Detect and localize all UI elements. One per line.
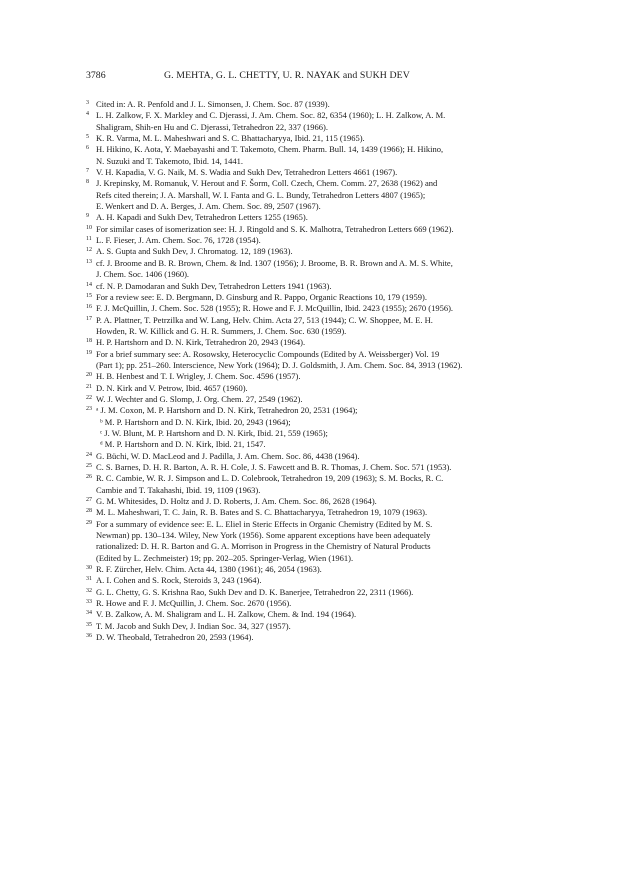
reference-item <box>86 167 556 178</box>
reference-text: P. A. Plattner, T. Petrzilka and W. Lang, Helv. Chim. Acta 27, 513 (1944); C. W. Shoppee, M. E. H. Howden, R. W. Killick and G. H. R. Summers, J. Chem. Soc. 630 (1959). <box>96 314 433 336</box>
reference-item <box>86 587 556 598</box>
reference-text: ᵃ J. M. Coxon, M. P. Hartshorn and D. N. Kirk, Tetrahedron 20, 2531 (1964); <box>96 405 358 416</box>
reference-number: 28 <box>86 508 92 515</box>
reference-item <box>86 507 556 518</box>
reference-number: 26 <box>86 474 92 481</box>
reference-item <box>86 144 556 167</box>
reference-text: For similar cases of isomerization see: H. J. Ringold and S. K. Malhotra, Tetrahedron Letters 669 (1962). <box>96 223 454 234</box>
reference-number: 30 <box>86 565 92 572</box>
reference-text: V. B. Zalkow, A. M. Shaligram and L. H. Zalkow, Chem. & Ind. 194 (1964). <box>96 609 357 620</box>
reference-item <box>86 258 556 281</box>
reference-text: L. F. Fieser, J. Am. Chem. Soc. 76, 1728 (1954). <box>96 235 261 246</box>
reference-item <box>86 178 556 212</box>
reference-item <box>86 473 556 496</box>
reference-number: 31 <box>86 576 92 583</box>
reference-item <box>86 235 556 246</box>
reference-item <box>86 303 556 314</box>
reference-item <box>86 439 556 450</box>
reference-text: R. F. Zürcher, Helv. Chim. Acta 44, 1380 (1961); 46, 2054 (1963). <box>96 564 322 575</box>
reference-number: 17 <box>86 315 92 322</box>
reference-text: Cited in: A. R. Penfold and J. L. Simonsen, J. Chem. Soc. 87 (1939). <box>96 99 330 109</box>
reference-item <box>86 110 556 133</box>
reference-text: For a review see: E. D. Bergmann, D. Ginsburg and R. Pappo, Organic Reactions 10, 179 (1959). <box>96 291 427 302</box>
reference-item <box>86 632 556 643</box>
reference-item <box>86 462 556 473</box>
reference-item <box>86 564 556 575</box>
reference-text: C. S. Barnes, D. H. R. Barton, A. R. H. Cole, J. S. Fawcett and B. R. Thomas, J. Chem. Soc. 571 (1953). <box>96 462 452 472</box>
reference-text: L. H. Zalkow, F. X. Markley and C. Djerassi, J. Am. Chem. Soc. 82, 6354 (1960); L. H. Zalkow, A. M. Shaligram, Shih-en Hu and C. Djerassi, Tetrahedron 22, 337 (1966). <box>96 110 446 132</box>
reference-item <box>86 417 556 428</box>
reference-number: 20 <box>86 372 92 379</box>
reference-number: 34 <box>86 610 92 617</box>
reference-number: 18 <box>86 338 92 345</box>
reference-text: H. Hikino, K. Aota, Y. Maebayashi and T. Takemoto, Chem. Pharm. Bull. 14, 1439 (1966); H. Hikino, N. Suzuki and T. Takemoto, Ibid. 14, 1441. <box>96 144 444 166</box>
reference-text: G. Büchi, W. D. MacLeod and J. Padilla, J. Am. Chem. Soc. 86, 4438 (1964). <box>96 450 360 461</box>
reference-item <box>86 451 556 462</box>
reference-text: D. W. Theobald, Tetrahedron 20, 2593 (1964). <box>96 632 254 643</box>
reference-item <box>86 383 556 394</box>
reference-text: D. N. Kirk and V. Petrow, Ibid. 4657 (1960). <box>96 382 248 393</box>
reference-text: ᵇ M. P. Hartshorn and D. N. Kirk, Ibid. 20, 2943 (1964); <box>100 416 291 427</box>
reference-text: J. Krepinsky, M. Romanuk, V. Herout and F. Šorm, Coll. Czech, Chem. Comm. 27, 2638 (1962) and Refs cited therein; J. A. Marshall, W. I. Fanta and G. L. Bundy, Tetrahedron Letters 4807 (1965); E. Wenkert and D. A. Berges, J. Am. Chem. Soc. 89, 2507 (1967). <box>96 178 438 212</box>
reference-number: 3 <box>86 100 89 106</box>
reference-item <box>86 133 556 144</box>
reference-number: 36 <box>86 633 92 640</box>
reference-number: 10 <box>86 224 92 231</box>
reference-item <box>86 212 556 223</box>
reference-number: 11 <box>86 236 92 243</box>
reference-item <box>86 99 556 110</box>
reference-list <box>86 99 556 644</box>
reference-text: ᵈ M. P. Hartshorn and D. N. Kirk, Ibid. 21, 1547. <box>100 439 266 450</box>
reference-item <box>86 575 556 586</box>
reference-number: 23 <box>86 406 92 413</box>
reference-text: W. J. Wechter and G. Slomp, J. Org. Chem. 27, 2549 (1962). <box>96 393 303 404</box>
reference-text: H. B. Henbest and T. I. Wrigley, J. Chem. Soc. 4596 (1957). <box>96 371 301 382</box>
reference-item <box>86 224 556 235</box>
page-header <box>86 70 556 84</box>
reference-item <box>86 315 556 338</box>
reference-text: K. R. Varma, M. L. Maheshwari and S. C. Bhattacharyya, Ibid. 21, 115 (1965). <box>96 133 365 144</box>
reference-item <box>86 519 556 564</box>
reference-item <box>86 292 556 303</box>
reference-number: 27 <box>86 497 92 504</box>
reference-text: F. J. McQuillin, J. Chem. Soc. 528 (1955); R. Howe and F. J. McQuillin, Ibid. 2423 (1955); 2670 (1956). <box>96 303 454 314</box>
reference-number: 13 <box>86 258 92 265</box>
reference-number: 24 <box>86 451 92 458</box>
reference-item <box>86 394 556 405</box>
reference-number: 5 <box>86 134 89 141</box>
reference-item <box>86 371 556 382</box>
reference-text: For a brief summary see: A. Rosowsky, Heterocyclic Compounds (Edited by A. Weissberger) Vol. 19 (Part 1); pp. 251–260. Interscience, New York (1964); D. J. Goldsmith, J. Am. Chem. Soc. 84, 3913 (1962). <box>96 348 463 370</box>
reference-text: H. P. Hartshorn and D. N. Kirk, Tetrahedron 20, 2943 (1964). <box>96 337 306 348</box>
reference-text: A. S. Gupta and Sukh Dev, J. Chromatog. 12, 189 (1963). <box>96 246 293 257</box>
reference-number: 35 <box>86 621 92 628</box>
reference-text: A. I. Cohen and S. Rock, Steroids 3, 243 (1964). <box>96 575 262 586</box>
reference-number: 8 <box>86 179 89 186</box>
reference-item <box>86 281 556 292</box>
reference-number: 33 <box>86 599 92 606</box>
reference-item <box>86 337 556 348</box>
reference-number: 9 <box>86 213 89 220</box>
reference-item <box>86 609 556 620</box>
reference-item <box>86 428 556 439</box>
reference-number: 29 <box>86 519 92 526</box>
reference-item <box>86 349 556 372</box>
reference-text: R. C. Cambie, W. R. J. Simpson and L. D. Colebrook, Tetrahedron 19, 209 (1963); S. M. Bocks, R. C. Cambie and T. Takahashi, Ibid. 19, 1109 (1963). <box>96 473 444 495</box>
reference-item <box>86 246 556 257</box>
reference-text: A. H. Kapadi and Sukh Dev, Tetrahedron Letters 1255 (1965). <box>96 212 308 223</box>
reference-text: G. L. Chetty, G. S. Krishna Rao, Sukh Dev and D. K. Banerjee, Tetrahedron 22, 2311 (1966). <box>96 586 414 597</box>
reference-number: 21 <box>86 383 92 390</box>
reference-text: cf. N. P. Damodaran and Sukh Dev, Tetrahedron Letters 1941 (1963). <box>96 280 332 291</box>
page-number: 3786 <box>86 70 106 81</box>
reference-text: G. M. Whitesides, D. Holtz and J. D. Roberts, J. Am. Chem. Soc. 86, 2628 (1964). <box>96 496 377 507</box>
reference-item <box>86 405 556 416</box>
reference-text: M. L. Maheshwari, T. C. Jain, R. B. Bates and S. C. Bhattacharyya, Tetrahedron 19, 1079 (1963). <box>96 507 428 518</box>
reference-number: 4 <box>86 111 89 118</box>
reference-item <box>86 598 556 609</box>
reference-text: T. M. Jacob and Sukh Dev, J. Indian Soc. 34, 327 (1957). <box>96 620 291 631</box>
reference-number: 25 <box>86 463 92 469</box>
reference-number: 6 <box>86 145 89 152</box>
reference-number: 7 <box>86 168 89 175</box>
reference-number: 32 <box>86 587 92 594</box>
reference-number: 15 <box>86 292 92 299</box>
reference-number: 22 <box>86 394 92 401</box>
reference-number: 14 <box>86 281 92 288</box>
reference-text: For a summary of evidence see: E. L. Eliel in Steric Effects in Organic Chemistry (Edited by M. S. Newman) pp. 130–134. Wiley, New York (1956). Some apparent exceptions have been adequately rationalized: D. H. R. Barton and G. A. Morrison in Progress in the Chemistry of Natural Products (Edited by L. Zechmeister) 19; pp. 202–205. Springer-Verlag, Wien (1961). <box>96 518 433 563</box>
running-head: G. MEHTA, G. L. CHETTY, U. R. NAYAK and SUKH DEV <box>164 70 410 81</box>
reference-item <box>86 496 556 507</box>
reference-text: V. H. Kapadia, V. G. Naik, M. S. Wadia and Sukh Dev, Tetrahedron Letters 4661 (1967). <box>96 167 398 178</box>
reference-number: 16 <box>86 304 92 311</box>
reference-number: 19 <box>86 349 92 356</box>
reference-number: 12 <box>86 247 92 254</box>
reference-item <box>86 621 556 632</box>
reference-text: R. Howe and F. J. McQuillin, J. Chem. Soc. 2670 (1956). <box>96 598 292 609</box>
reference-text: ᶜ J. W. Blunt, M. P. Hartshorn and D. N. Kirk, Ibid. 21, 559 (1965); <box>100 427 328 438</box>
reference-text: cf. J. Broome and B. R. Brown, Chem. & Ind. 1307 (1956); J. Broome, B. R. Brown and A. M. S. White, J. Chem. Soc. 1406 (1960). <box>96 257 453 280</box>
